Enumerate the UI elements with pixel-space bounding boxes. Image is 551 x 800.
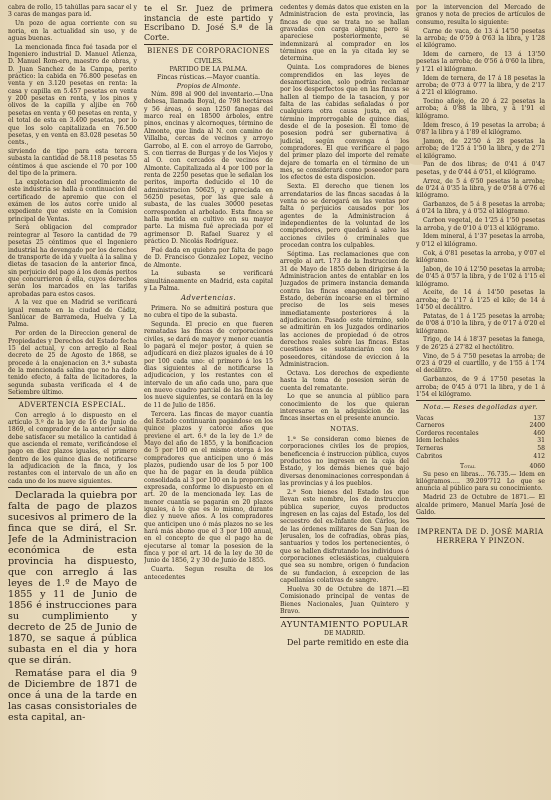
column-container (8, 4, 545, 796)
paragraph: 1.ª Se consideran como bienes de corporaciones civiles los de propios, beneficencia é instruccion pública, cuyos productos no ingresen en la caja del Estado, y los demás bienes que bajo diversas denominaciones correspondan á las provincias y á los pueblos. (280, 436, 409, 488)
price-item: Arroz, de 5 á 6'50 pesetas la arroba; de 0'24 á 0'35 la libra, y de 0'58 á 0'76 el kilógramo. (416, 177, 545, 200)
table-row (416, 445, 545, 453)
paragraph: La explotacion del procedimiento de este industria se halla á continuacion del certificado de apremio que con el exámen de los autos corre unido al expediente que existe en la Comision principal de Ventas. (8, 178, 137, 223)
paragraph: cedentes y demás datos que existen en la Administracion de esta provincia, las fincas de que se trata no se hallan gravadas con carga alguna; pero si apareciese posteriormente, se indemnizará al comprador en los términos que en la ya citada ley se determina. (280, 4, 409, 63)
paragraph: Octava. Los derechos de expediente hasta la toma de posesion serán de cuenta del rematante. (280, 369, 409, 392)
table-row (416, 415, 545, 423)
price-item: Idem de carnero, de 13 á 13'50 pesetas la arroba; de 0'56 á 0'60 la libra, y 1'21 el kilógramo. (416, 51, 545, 73)
table-row (416, 430, 545, 438)
table-cell-count: 2400 (529, 422, 545, 430)
price-item: Garbanzos, de 9 á 17'50 pesetas la arroba; de 0'45 á 0'71 la libra, y de 1 á 1'54 el kilógramo. (416, 376, 545, 398)
paragraph: Cuarta. Segun resulta de los antecedentes (144, 566, 273, 581)
section-subheading: Propios de Almonte. (176, 82, 241, 90)
price-item: Carne de vaca, de 13 á 14'50 pesetas la arroba; de 0'59 á 0'63 la libra, y 1'28 el kilógramo. (416, 27, 545, 50)
date-signature: Madrid 23 de Octubre de 1871.— El alcalde primero, Manuel María José de Galdo. (416, 494, 545, 516)
price-item: Garbanzos, de 5 á 8 pesetas la arroba; á 0'24 la libra, y á 0'52 el kilógramo. (416, 201, 545, 216)
section-subheading: DE MADRID. (323, 629, 366, 637)
section-heading: ADVERTENCIA ESPECIAL. (18, 401, 127, 410)
paragraph: Será obligacion del comprador reintegrar al Tesoro la cantidad de 79 pesetas 25 céntimos que el Ingeniero industrial ha devengado por los derechos de transporte de ida y vuelta á la salina y dietas de tasacion de la anterior finca, sin perjuicio del pago á los demás peritos que concurrieron á ella, cuyos derechos serán los marcados en las tarifas aprobadas para estos casos. (8, 224, 137, 298)
table-cell-name: Corderos recentales (416, 429, 479, 437)
price-item: Pan de dos libras; de 0'41 á 0'47 pesetas, y de 0'44 á 0'51, el kilógramo. (416, 161, 545, 176)
table-row (416, 422, 545, 430)
section-subheading: Fincas rústicas.—Mayor cuantía. (156, 74, 261, 82)
table-row (416, 437, 545, 445)
table-cell-count: 58 (537, 444, 545, 452)
table-cell-count: 460 (533, 429, 545, 437)
paragraph: Segunda. El precio en que fueren rematadas las fincas de corporaciones civiles, se dará de mayor y menor cuantía lo pagará el mejor postor, á quien se adjudicará en diez plazos iguales de á 10 por 100 cada uno: el primero á los 15 dias siguientes al de notificarse la adjudicacion, y los restantes con el intervalo de un año cada uno, para que en nuevo cuadro parcial de las fincas de los nueve siguientes, se contará en la ley de 11 de Julio de 1856. (144, 320, 273, 409)
price-item: Idem fresco, á 19 pesetas la arroba; á 0'87 la libra y á 1'89 el kilógramo. (416, 121, 545, 136)
price-item: Jabon, de 10 á 12'50 pesetas la arroba; de 0'45 á 0'57 la libra, y de 1'02 á 1'15 el kilógramo. (416, 265, 545, 288)
paragraph: Tercera. Las fincas de mayor cuantía del Estado continuarán pagándose en los quince plazos y catorce años que previene el art. 6.º de la ley de 1.º de Mayo del año de 1855, y la bonificacion de 5 por 100 en el mismo otorga á los compradores que anticipen uno ó más plazos, pudiendo usar de los 5 por 100 que ha de pagar en la deuda pública consolidada al 3 por 100 en la proporcion expresada, conforme lo dispuesto en el art. 20 de la mencionada ley. Las de menor cuantía se pagarán en 20 plazos iguales, á lo que es lo mismo, durante diez y nueve años. A los compradores que anticipen uno ó más plazos no se les hará más abono que el 3 por 100 anual, en el concepto de que el pago ha de ejecutarse al tomar la posesion de la finca y por el art. 14 de la ley de 30 de Junio de 1856, 2 y 30 de Junio de 1855. (144, 410, 273, 565)
divider (8, 487, 137, 488)
paragraph: Sexta. El derecho que tienen los arrendatarios de las fincas sacadas á la venta no se derogará en las ventas por falta ó perjuicios causados por los agentes de la Administracion á independientes de la voluntad de los compradores, pero quedará á salvo las acciones civiles ó criminales que procedan contra los culpables. (280, 183, 409, 249)
paragraph: La mencionada finca fué tasada por el Ingeniero industrial D. Manuel Atienza, D. Manuel Rom-ero, maestro de obras, y D. Juan Sanchez de la Campa, perito práctico: la cabida en 76.800 pesetas en venta y en 3.120 pesetas en renta: la casa y capilla en 5.457 pesetas en venta y 200 pesetas en renta, y los pinos y olivos de la capilla y aljibe en 760 pesetas en venta y 60 pesetas en renta, y el total de esta en 3.400 pesetas, por lo que los solo capitalizada en 76.500 pesetas, y en venta en 83.028 pesetas 50 cents., (8, 43, 137, 147)
paragraph: Lo que se anuncia al público para conocimiento de los que quieran interesarse en la adquisicion de las fincas insertas en el presente anuncio. (280, 393, 409, 423)
price-item: Jamon, de 22'50 á 28 pesetas la arroba; de 1'25 á 1'50 la libra, y de 2'71 el kilógramo. (416, 137, 545, 160)
divider (416, 400, 545, 401)
printer-imprint: IMPRENTA DE D. JOSÉ MARIA HERRERA Y PINZON. (417, 527, 544, 546)
lead-paragraph: Declarada la quiebra por falta de pago de plazos sucesivos al primero de la finca que se dirá, el Sr. Jefe de la Administracion económica de esta provincia ha dispuesto, que con arreglo á las leyes de 1.º de Mayo de 1855 y 11 de Junio de 1856 é instrucciones para su cumplimiento y decreto de 25 de Junio de 1870, se saque á pública subasta en el dia y hora que se dirán. (8, 490, 137, 667)
paragraph: Primera. No se admitirá postura que no cubra el tipo de la subasta. (144, 304, 273, 320)
date-signature: Huelva 30 de Octubre de 1871.—El Comisionado principal de ventas de Bienes Nacionales, Juan Quintero y Bravo. (280, 585, 409, 615)
divider (416, 518, 545, 519)
column-4 (416, 4, 545, 796)
table-cell-count: 31 (537, 437, 545, 445)
price-item: Vino, de 5 á 7'50 pesetas la arroba; de 0'23 á 0'29 el cuartillo, y de 1'55 á 1'74 el decálitro. (416, 352, 545, 375)
paragraph: La subasta se verificará simultáneamente en Madrid, esta capital y La Palma. (144, 270, 273, 293)
paragraph: Quinta. Los compradores de bienes comprendidos en las leyes de desamortizacion, solo podrán reclamar por los desperfectos que en las fincas se hallen al tiempo de la tasacion, y por falta de las cabidas señaladas ó por cualquiera otra causa justa, en el término improrrogable de quince dias, desde el de la posesion. El tomo de posesion podrá ser gubernativa á judicial, según convenga á los compradores. El que verificare el pago del primer plazo del importe del remate dejare de tomarla en el término de un mes, se considerará como poseedor para los efectos de esta disposicion. (280, 64, 409, 182)
column-2 (144, 4, 273, 796)
paragraph: Un pozo de agua corriente con su noria, en la actualidad sin uso, y de aguas buenas. (8, 20, 137, 42)
column-1 (8, 4, 137, 796)
paragraph: sirviendo de tipo para esta tercera subasta la cantidad de 58.118 pesetas 55 céntimos á que asciende el 70 por 100 del tipo de la primera. (8, 148, 137, 178)
lead-paragraph: te el Sr. Juez de primera instancia de este partido y Escribano D. José S.ª de la Corte. (144, 4, 273, 42)
section-heading: BIENES DE CORPORACIONES (147, 47, 270, 56)
paragraph: 2.ª Son bienes del Estado los que llevan este nombre, los de instruccion pública superior, cuyos productos ingresen en las cajas del Estado, los del secuestro del ex-Infante don Cárlos, los de las órdenes militares de San Juan de Jerusalen, los de cofradías, obras pías, santuarios y todos los pertenecientes, ó que se hallen disfrutando los individuos ó corporaciones eclesiásticas, cualquiera que sea su nombre, origen ó fundacion de su fundacion, á excepcion de las capellanías colativas de sangre. (280, 489, 409, 585)
divider (280, 617, 409, 618)
table-cell-count: 137 (533, 414, 545, 422)
section-heading: Nota.— Reses degolladas ayer. (423, 403, 538, 412)
table-row (416, 453, 545, 461)
table-cell-name: Vacas (416, 414, 434, 422)
paragraph: Por orden de la Direccion general de Propiedades y Derechos del Estado fecha 15 del actual, y con arreglo al Real decreto de 25 de Agosto de 1868, se procede á la enajenacion en 3.ª subasta de la mencionada salina que no ha dado tenido efecto, á falta de licitadores, la segunda subasta verificada el 4 de Setiembre último. (8, 330, 137, 397)
table-cell-name: Cabritos (416, 452, 443, 460)
table-cell-name: Idem lechales (416, 437, 459, 445)
paragraph: cabra de rollo, 15 tahúllas para sacar el y 3 caras de mangas para id. (8, 4, 137, 19)
section-subheading: CIVILES. (194, 57, 223, 65)
price-item: Patatas, de 1 á 1'25 pesetas la arroba; de 0'08 á 0'10 la libra, y de 0'17 á 0'20 el kilógramo. (416, 312, 545, 335)
table-cell-name: Terneras (416, 444, 444, 452)
paragraph: Con arreglo á lo dispuesto en el artículo 3.º de la ley de 16 de Junio de 1869, el comprador de la anterior salina debe satisfacer su metálico la cantidad á que ascienda el remate, verificándose el pago en diez plazos iguales, el primero dentro de los quince dias de notificarse la adjudicacion de la finca, y los restantes con el intervalo de un año en cada uno de los nueve siguientes. (8, 411, 137, 485)
section-heading: AYUNTAMIENTO POPULAR (280, 619, 409, 630)
paragraph: Séptima. Las reclamaciones que con arreglo al art. 173 de la Instruccion de 31 de Mayo de 1855 deben dirigirse á la Administracion antes de entablar en los Juzgados de primera instancia demanda contra las fincas enagenadas por el Estado, deberán incoarse en el término preciso de los seis meses inmediatamente posteriores á la adjudicacion. Pasado este término, solo se admitirán en los Juzgados ordinarios las acciones de propiedad ó de otros derechos reales sobre las fincas. Estas cuestiones se sustanciarán con los poseedores, citándose de eviccion á la Administracion. (280, 250, 409, 368)
price-item: Carbon vegetal, de 1'25 á 1'50 pesetas la arroba, y de 0'10 á 0'13 el kilógramo. (416, 217, 545, 232)
section-subheading: PARTIDO DE LA PALMA. (169, 66, 248, 74)
price-item: Idem mineral, á 1'37 pesetas la arroba, y 0'12 el kilógramo. (416, 233, 545, 248)
price-item: Idem de ternera, de 17 á 18 pesetas la arroba; de 0'73 á 0'77 la libra, y de 2'17 á 2'21 el kilógramo. (416, 74, 545, 97)
table-cell-name: Carneros (416, 422, 445, 430)
paragraph: Fué dada en quiebra por falta de pago de D. Francisco Gonzalez Lopez, vecino de Almonte. (144, 246, 273, 269)
total-value: 4060 (529, 463, 545, 471)
lead-paragraph: Del parte remitido en este dia (287, 638, 409, 648)
section-heading: NOTAS. (330, 424, 359, 433)
table-total-row (416, 460, 545, 471)
price-item: Aceite, de 14 á 14'50 pesetas la arroba; de 1'17 á 1'25 el kilo; de 14 á 14'50 el decálitro. (416, 289, 545, 312)
section-heading: Advertencias. (180, 294, 237, 303)
paragraph: A la vez que en Madrid se verificará igual remate en la ciudad de Cádiz, Sanlúcar de Barrameda, Huelva y La Palma. (8, 299, 137, 329)
column-3 (280, 4, 409, 796)
paragraph: por la intervencion del Mercado de granos y nota de precios de artículos de consumo, resulta lo siguiente: (416, 4, 545, 26)
total-label: Total (460, 463, 476, 471)
lead-paragraph: Rematáse para el dia 9 de Diciembre de 1871 de once á una de la tarde en las casas consistoriales de esta capital, an- (8, 667, 137, 723)
paragraph: Núm. 898 al 900 del inventario.—Una dehesa, llamada Boyal, de 798 hectáreas y 56 áreas, ó sean 1250 fanegas del marco real en 18500 árboles, entre pinos, encinas y alcornoques, término de Almonte, que linda al N. con camino de Villalba, cercas de vecinos y arroyo Garrobo, al E. con el arroyo de Garrobo, S. con tierras de Burgas y de los Viejos y al O. con cercados de vecinos de Almonte. Capitalizada al 4 por 100 por la renta de 2250 pesetas que le señalan los peritos, importa deducido el 10 de administracion 50625, y apreciada en 56250 pesetas, por las que sale á subasta, de las cuales 30000 pesetas corresponden al arbolado. Esta finca se halla metida en cultivo en su mayor parte. La misma fué apreciada por el agrimensor D. Rafael Suarez y el práctico D. Nicolás Rodríguez. (144, 91, 273, 245)
price-item: Cok, á 0'81 pesetas la arroba, y 0'07 el kilógramo. (416, 249, 545, 264)
price-item: Tocino añejo, de 20 á 22 pesetas la arroba; á 0'88 la libra, y á 1'91 el kilógramo. (416, 98, 545, 120)
price-item: Trigo, de 14 á 18'37 pesetas la fanega, y de 26'25 á 27'82 el hectólitro. (416, 336, 545, 351)
livestock-table (416, 415, 545, 471)
divider (8, 398, 137, 399)
table-cell-count: 412 (533, 452, 545, 460)
divider (144, 44, 273, 45)
paragraph: Su peso en libras... 76.735.— Idem en kilógramos..... 39.209'712 Lo que se anuncia al público para su conocimiento. (416, 470, 545, 493)
